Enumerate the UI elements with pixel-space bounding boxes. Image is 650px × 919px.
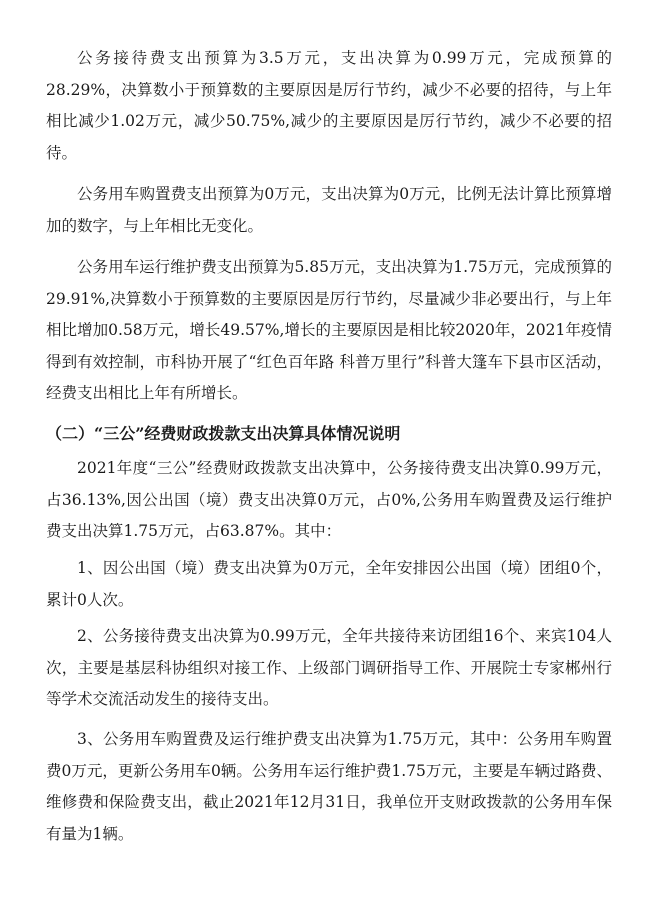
paragraph-vehicle-maintenance: 公务用车运行维护费支出预算为5.85万元，支出决算为1.75万元，完成预算的29.91%,决算数小于预算数的主要原因是厉行节约，尽量减少非必要出行，与上年相比增加0.58万元，增长49.57%,增长的主要原因是相比较2020年，2021年疫情得到有效控制，市科协开展了“红色百年路 科普万里行”科普大篷车下县市区活动，经费支出相比上年有所增长。 [46, 258, 612, 402]
paragraph-item-3: 3、公务用车购置费及运行维护费支出决算为1.75万元，其中：公务用车购置费0万元，更新公务用车0辆。公务用车运行维护费1.75万元，主要是车辆过路费、维修费和保险费支出，截止2021年12月31日，我单位开支财政拨款的公务用车保有量为1辆。 [46, 730, 612, 843]
paragraph-item-1: 1、因公出国（境）费支出决算为0万元，全年安排因公出国（境）团组0个，累计0人次。 [46, 559, 612, 609]
paragraph-summary: 2021年度“三公”经费财政拨款支出决算中，公务接待费支出决算0.99万元，占36.13%,因公出国（境）费支出决算0万元，占0%,公务用车购置费及运行维护费支出决算1.75万元，占63.87%。其中： [46, 459, 612, 540]
paragraph-item-2: 2、公务接待费支出决算为0.99万元，全年共接待来访团组16个、来宾104人次，主要是基层科协组织对接工作、上级部门调研指导工作、开展院士专家郴州行等学术交流活动发生的接待支出。 [46, 627, 612, 708]
paragraph-vehicle-purchase: 公务用车购置费支出预算为0万元，支出决算为0万元，比例无法计算比预算增加的数字，与上年相比无变化。 [46, 185, 612, 235]
section-heading: （二）“三公”经费财政拨款支出决算具体情况说明 [46, 424, 401, 443]
paragraph-reception-expense: 公务接待费支出预算为3.5万元，支出决算为0.99万元，完成预算的28.29%，决算数小于预算数的主要原因是厉行节约，减少不必要的招待，与上年相比减少1.02万元，减少50.75%,减少的主要原因是厉行节约，减少不必要的招待。 [46, 49, 612, 162]
